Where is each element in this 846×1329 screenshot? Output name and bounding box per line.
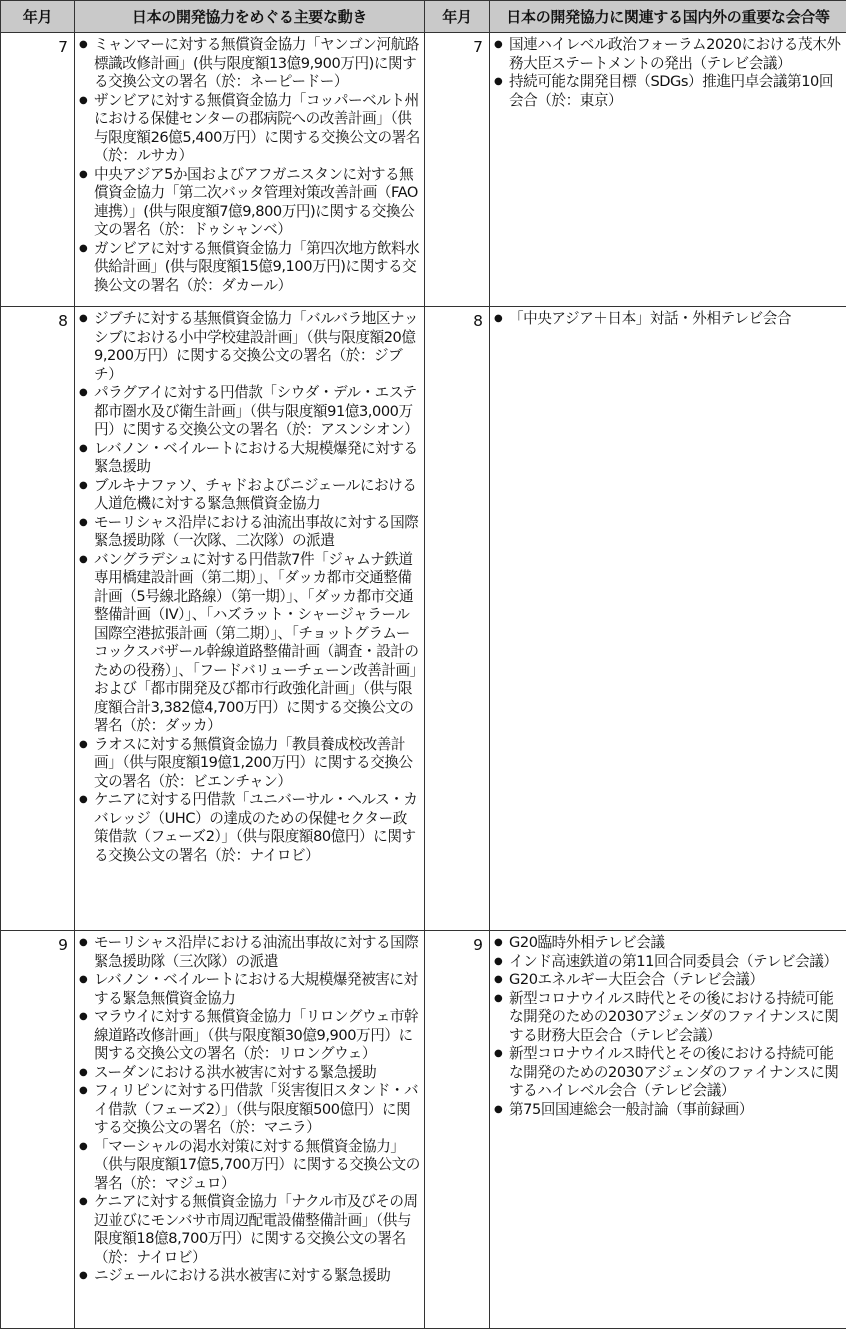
month-cell: 7	[425, 33, 490, 307]
meetings-list	[494, 36, 842, 110]
table-row	[1, 931, 846, 1329]
list-item: ● モーリシャス沿岸における油流出事故に対する国際緊急援助隊（三次隊）の派遣	[79, 934, 420, 971]
list-item: ● G20臨時外相テレビ会議	[494, 934, 842, 953]
list-item: ● ザンビアに対する無償資金協力「コッパーベルト州における保健センターの郡病院への改善計画」（供与限度額26億5,400万円）に関する交換公文の署名（於：ルサカ）	[79, 92, 420, 166]
list-item: ● ミャンマーに対する無償資金協力「ヤンゴン河航路標識改修計画」(供与限度額13億9,900万円)に関する交換公文の署名（於：ネーピードー）	[79, 36, 420, 92]
meetings-list	[494, 310, 842, 329]
list-item: ● モーリシャス沿岸における油流出事故に対する国際緊急援助隊（一次隊、二次隊）の派遣	[79, 514, 420, 551]
meetings-cell	[490, 931, 846, 1329]
list-item: ● ラオスに対する無償資金協力「教員養成校改善計画」（供与限度額19億1,200万円）に関する交換公文の署名（於：ビエンチャン）	[79, 736, 420, 792]
month-cell: 9	[425, 931, 490, 1329]
list-item: ● 「中央アジア＋日本」対話・外相テレビ会合	[494, 310, 842, 329]
header-main-moves: 日本の開発協力をめぐる主要な動き	[75, 1, 425, 33]
list-item: ● 国連ハイレベル政治フォーラム2020における茂木外務大臣ステートメントの発出（テレビ会議）	[494, 36, 842, 73]
list-item: ● ケニアに対する無償資金協力「ナクル市及びその周辺並びにモンバサ市周辺配電設備整備計画」（供与限度額18億8,700万円）に関する交換公文の署名（於：ナイロビ）	[79, 1193, 420, 1267]
list-item: ● ニジェールにおける洪水被害に対する緊急援助	[79, 1267, 420, 1286]
moves-cell	[75, 931, 425, 1329]
header-meetings: 日本の開発協力に関連する国内外の重要な会合等	[490, 1, 846, 33]
meetings-list	[494, 934, 842, 1119]
month-cell: 9	[1, 931, 75, 1329]
moves-list	[79, 310, 420, 865]
header-month-left: 年月	[1, 1, 75, 33]
moves-list	[79, 36, 420, 295]
list-item: ● ケニアに対する円借款「ユニバーサル・ヘルス・カバレッジ（UHC）の達成のための保健セクター政策借款（フェーズ2）」（供与限度額80億円）に関する交換公文の署名（於：ナイロビ）	[79, 791, 420, 865]
moves-list	[79, 934, 420, 1286]
list-item: ● G20エネルギー大臣会合（テレビ会議）	[494, 971, 842, 990]
list-item: ● レバノン・ベイルートにおける大規模爆発被害に対する緊急無償資金協力	[79, 971, 420, 1008]
list-item: ● インド高速鉄道の第11回合同委員会（テレビ会議）	[494, 953, 842, 972]
list-item: ● バングラデシュに対する円借款7件「ジャムナ鉄道専用橋建設計画（第二期）」、「ダッカ都市交通整備計画（5号線北路線）（第一期）」、「ダッカ都市交通整備計画（IV）」、「ハズラット・シャージャラール国際空港拡張計画（第二期）」、「チョットグラムーコックスバザール幹線道路整備計画（調査・設計のための役務）」、「フードバリューチェーン改善計画」および「都市開発及び都市行政強化計画」（供与限度額合計3,382億4,700万円）に関する交換公文の署名（於：ダッカ）	[79, 551, 420, 736]
header-row	[1, 1, 846, 33]
list-item: ● ブルキナファソ、チャドおよびニジェールにおける人道危機に対する緊急無償資金協力	[79, 477, 420, 514]
list-item: ● ガンビアに対する無償資金協力「第四次地方飲料水供給計画」(供与限度額15億9,100万円)に関する交換公文の署名（於：ダカール）	[79, 240, 420, 296]
list-item: ● パラグアイに対する円借款「シウダ・デル・エステ都市圏水及び衛生計画」（供与限度額91億3,000万円）に関する交換公文の署名（於：アスンシオン）	[79, 384, 420, 440]
list-item: ● 持続可能な開発目標（SDGs）推進円卓会議第10回会合（於：東京）	[494, 73, 842, 110]
table-row	[1, 33, 846, 307]
list-item: ● 新型コロナウイルス時代とその後における持続可能な開発のための2030アジェンダのファイナンスに関する財務大臣会合（テレビ会議）	[494, 990, 842, 1046]
header-month-right: 年月	[425, 1, 490, 33]
list-item: ● ジブチに対する基無償資金協力「バルバラ地区ナッシブにおける小中学校建設計画」（供与限度額20億9,200万円）に関する交換公文の署名（於：ジブチ）	[79, 310, 420, 384]
list-item: ● フィリピンに対する円借款「災害復旧スタンド・バイ借款（フェーズ2）」（供与限度額500億円）に関する交換公文の署名（於：マニラ）	[79, 1082, 420, 1138]
table-row	[1, 307, 846, 931]
meetings-cell	[490, 307, 846, 931]
month-cell: 7	[1, 33, 75, 307]
list-item: ● レバノン・ベイルートにおける大規模爆発に対する緊急援助	[79, 440, 420, 477]
month-cell: 8	[1, 307, 75, 931]
meetings-cell	[490, 33, 846, 307]
moves-cell	[75, 307, 425, 931]
moves-cell	[75, 33, 425, 307]
list-item: ● 「マーシャルの渇水対策に対する無償資金協力」（供与限度額17億5,700万円）に関する交換公文の署名（於：マジュロ）	[79, 1138, 420, 1194]
list-item: ● 新型コロナウイルス時代とその後における持続可能な開発のための2030アジェンダのファイナンスに関するハイレベル会合（テレビ会議）	[494, 1045, 842, 1101]
list-item: ● 中央アジア5か国およびアフガニスタンに対する無償資金協力「第二次バッタ管理対策改善計画（FAO連携）」(供与限度額7億9,800万円)に関する交換公文の署名（於：ドゥシャンベ）	[79, 166, 420, 240]
list-item: ● マラウイに対する無償資金協力「リロングウェ市幹線道路改修計画」（供与限度額30億9,900万円）に関する交換公文の署名（於：リロングウェ）	[79, 1008, 420, 1064]
month-cell: 8	[425, 307, 490, 931]
list-item: ● スーダンにおける洪水被害に対する緊急援助	[79, 1064, 420, 1083]
list-item: ● 第75回国連総会一般討論（事前録画）	[494, 1101, 842, 1120]
